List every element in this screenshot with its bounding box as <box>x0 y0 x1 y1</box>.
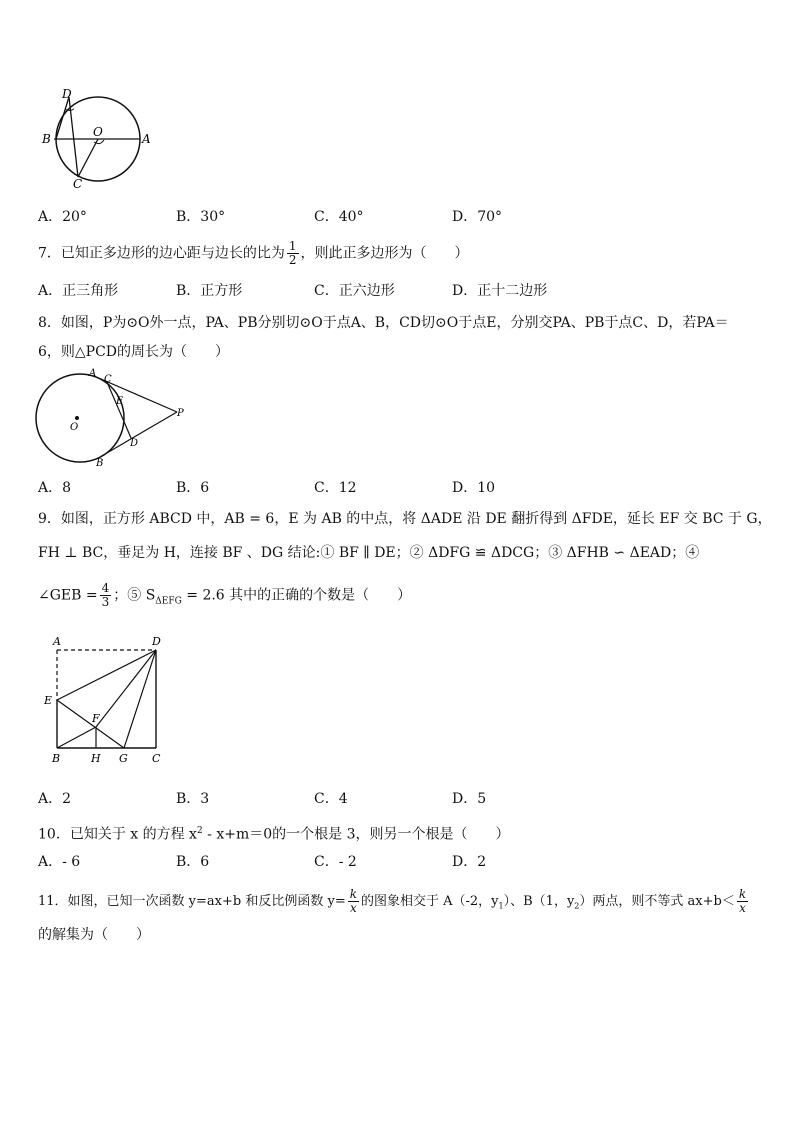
q7-option-a: A．正三角形 <box>38 283 119 299</box>
q8-circle <box>36 374 124 462</box>
q10-option-d: D．2 <box>452 854 487 870</box>
q6-label-a: A <box>142 132 151 146</box>
q9-line-eg <box>57 700 124 748</box>
q9-question-text: = 2.6 其中的正确的个数是（ ） <box>181 587 412 604</box>
q11-text-d: ）两点，则不等式 ax+b＜ <box>579 894 735 909</box>
q8-option-c: C．12 <box>314 480 357 496</box>
q8-option-d: D．10 <box>452 480 496 496</box>
q9-option-d: D．5 <box>452 791 487 807</box>
q9-frac-den: 3 <box>101 595 110 609</box>
q11-sub-2: 2 <box>574 901 580 911</box>
q6-label-o: O <box>93 125 103 139</box>
q9-label-b: B <box>52 752 61 765</box>
q9-label-e: E <box>44 694 53 707</box>
q8-tangent-pb <box>100 412 177 457</box>
q6-center-arc <box>94 140 104 144</box>
q8-label-b: B <box>96 458 104 469</box>
q6-angle-arc <box>65 109 74 111</box>
q7-frac-den: 2 <box>288 253 297 267</box>
q9-stem-line3 <box>38 582 411 610</box>
q8-stem-line1: 8．如图，P为⊙O外一点，PA、PB分别切⊙O于点A、B，CD切⊙O于点E，分别交PA、PB于点C、D，若PA＝ <box>38 315 729 331</box>
q8-option-a: A．8 <box>38 480 72 496</box>
q6-radius-oc <box>78 139 98 177</box>
q9-stem-line1: 9．如图，正方形 ABCD 中，AB = 6，E 为 AB 的中点，将 ΔADE 沿 DE 翻折得到 ΔFDE，延长 EF 交 BC 于 G， <box>38 511 772 527</box>
q10-option-b: B．6 <box>176 854 210 870</box>
q9-area-text: ；⑤ S <box>113 587 156 604</box>
q7-stem <box>38 240 469 267</box>
q9-angle-text: ∠GEB = <box>38 587 98 604</box>
q9-option-b: B．3 <box>176 791 210 807</box>
q10-text-a: 10．已知关于 x 的方程 x <box>38 826 197 843</box>
q6-label-d: D <box>62 87 72 101</box>
q8-label-a: A <box>89 368 97 379</box>
q9-option-a: A．2 <box>38 791 72 807</box>
q7-prefix: 7．已知正多边形的边心距与边长的比为 <box>38 245 285 262</box>
q8-label-e: E <box>116 396 124 407</box>
q6-chord-db <box>56 97 69 139</box>
q7-fraction <box>287 240 299 267</box>
q9-square-figure <box>40 632 170 768</box>
q11-stem-line2: 的解集为（ ） <box>38 927 150 943</box>
q8-stem-line2: 6，则△PCD的周长为（ ） <box>38 344 230 360</box>
q10-option-a: A．- 6 <box>38 854 81 870</box>
q10-stem <box>38 822 510 844</box>
q9-line-bf <box>57 727 96 748</box>
q7-option-c: C．正六边形 <box>314 283 395 299</box>
q11-frac2-num: k <box>738 887 747 901</box>
q9-line-de <box>57 650 156 700</box>
q9-frac-num: 4 <box>101 581 110 595</box>
q11-text-a: 11．如图，已知一次函数 y=ax+b 和反比例函数 y= <box>38 894 346 909</box>
q9-line-df <box>96 650 156 727</box>
q6-option-a: A．20° <box>38 209 87 225</box>
q9-option-c: C．4 <box>314 791 348 807</box>
q11-frac2-den: x <box>739 901 746 915</box>
q9-label-d: D <box>152 635 161 648</box>
q10-text-b: - x+m＝0的一个根是 3，则另一个根是（ ） <box>202 826 510 843</box>
q7-option-d: D．正十二边形 <box>452 283 548 299</box>
q8-label-d: D <box>130 438 139 449</box>
q9-fraction <box>100 582 112 609</box>
q9-label-h: H <box>91 752 101 765</box>
q8-center-dot <box>75 416 79 420</box>
q11-stem-line1 <box>38 888 750 916</box>
q11-frac1-den: x <box>349 901 357 915</box>
q11-fraction-2 <box>737 888 748 915</box>
q8-option-b: B．6 <box>176 480 210 496</box>
q7-suffix: ，则此正多边形为（ ） <box>300 245 469 262</box>
q6-label-c: C <box>73 177 83 191</box>
q8-label-o: O <box>70 422 79 433</box>
q10-sup: 2 <box>196 826 203 836</box>
q6-option-b: B．30° <box>176 209 226 225</box>
q6-circle-figure <box>36 82 166 194</box>
q8-tangent-figure <box>34 366 194 470</box>
q7-option-b: B．正方形 <box>176 283 243 299</box>
q10-option-c: C．- 2 <box>314 854 357 870</box>
q9-line-dg <box>124 650 156 748</box>
q9-area-sub: ΔEFG <box>155 596 182 607</box>
q7-frac-num: 1 <box>288 239 297 253</box>
q9-label-g: G <box>119 752 128 765</box>
q8-label-p: P <box>177 408 184 419</box>
q6-label-b: B <box>42 132 51 146</box>
q11-fraction-1 <box>348 888 359 915</box>
q9-label-c: C <box>152 752 161 765</box>
q6-option-c: C．40° <box>314 209 364 225</box>
q6-option-d: D．70° <box>452 209 503 225</box>
q11-text-b: 的图象相交于 A（-2，y <box>361 894 499 909</box>
q9-stem-line2: FH ⊥ BC，垂足为 H，连接 BF 、DG 结论:① BF ∥ DE；② ΔDFG ≌ ΔDCG；③ ΔFHB ∽ ΔEAD；④ <box>38 545 700 561</box>
q11-sub-1: 1 <box>498 901 504 911</box>
q9-label-f: F <box>92 712 100 725</box>
q11-frac1-num: k <box>349 887 357 901</box>
q8-label-c: C <box>104 374 112 385</box>
q11-text-c: ）、B（1，y <box>503 894 575 909</box>
q9-label-a: A <box>53 635 61 648</box>
